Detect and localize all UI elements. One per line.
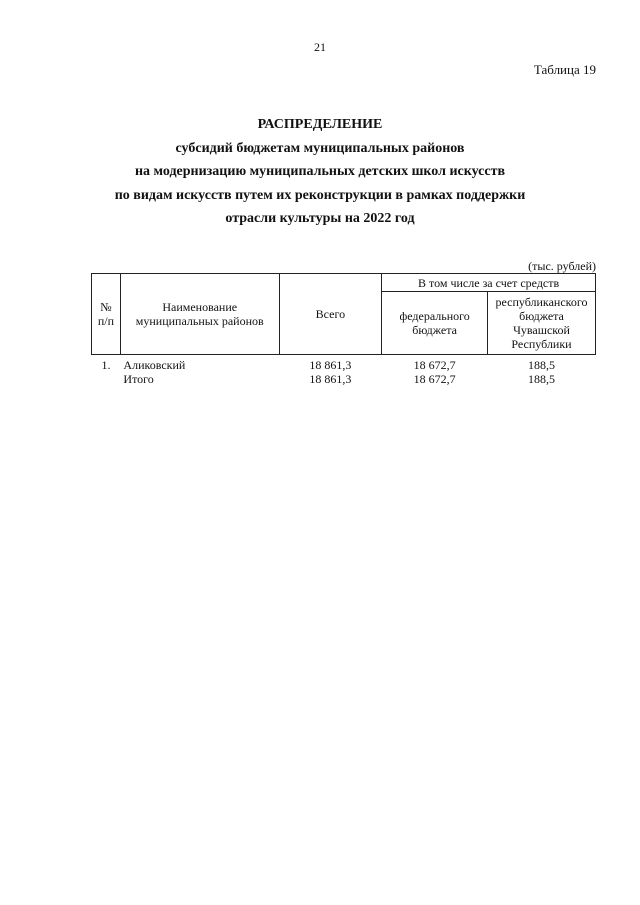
header-federal: федерального бюджета: [382, 292, 488, 355]
row-name: Итого: [123, 372, 154, 386]
row-num: [92, 372, 121, 386]
header-republic: республиканского бюджета Чувашской Республики: [488, 292, 596, 355]
row-total: 18 861,3: [309, 358, 352, 372]
header-total: Всего: [279, 274, 382, 355]
title-line-2: субсидий бюджетам муниципальных районов: [175, 140, 465, 156]
title-line-1: РАСПРЕДЕЛЕНИЕ: [257, 117, 383, 132]
row-num: 1.: [101, 358, 111, 372]
title-line-4: по видам искусств путем их реконструкции в рамках поддержки: [114, 187, 526, 203]
row-federal: 18 672,7: [413, 372, 456, 386]
header-name: Наименование муниципальных районов: [120, 274, 279, 355]
page-number: 21: [314, 40, 326, 54]
title-line-5: отрасли культуры на 2022 год: [225, 211, 415, 226]
units-label: (тыс. рублей): [528, 259, 596, 273]
subsidy-table: [91, 273, 596, 386]
table-number: Таблица 19: [533, 62, 596, 77]
row-republic: 188,5: [528, 358, 555, 372]
header-num: № п/п: [92, 274, 121, 355]
table-row: [92, 355, 596, 373]
row-total: 18 861,3: [309, 372, 352, 386]
row-federal: 18 672,7: [413, 358, 456, 372]
header-including: В том числе за счет средств: [382, 274, 596, 292]
document-title: [0, 113, 640, 231]
row-name: Аликовский: [123, 358, 186, 372]
table-row-total: [92, 372, 596, 386]
row-republic: 188,5: [528, 372, 555, 386]
title-line-3: на модернизацию муниципальных детских школ искусств: [134, 164, 506, 179]
